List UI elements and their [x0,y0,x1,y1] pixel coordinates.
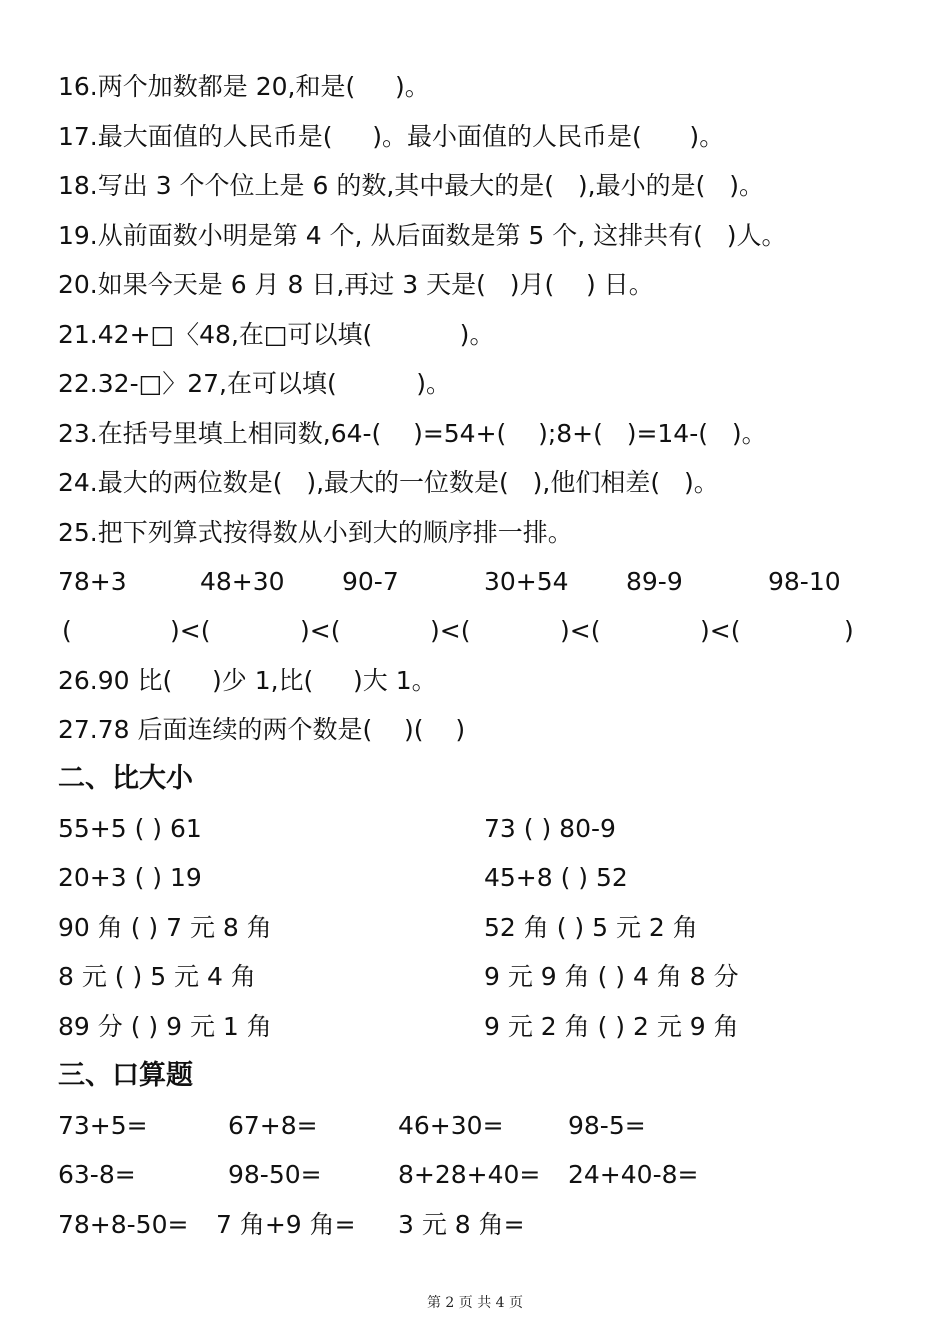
mental-math-item: 98-50= [228,1160,322,1189]
expression-item: 89-9 [626,567,683,596]
mental-math-item: 73+5= [58,1111,148,1140]
question-24: 24.最大的两位数是( ),最大的一位数是( ),他们相差( )。 [58,468,719,497]
question-20: 20.如果今天是 6 月 8 日,再过 3 天是( )月( ) 日。 [58,270,654,299]
mental-math-item: 24+40-8= [568,1160,699,1189]
question-17: 17.最大面值的人民币是( )。最小面值的人民币是( )。 [58,122,725,151]
mental-math-item: 46+30= [398,1111,504,1140]
question-25: 25.把下列算式按得数从小到大的顺序排一排。 [58,518,573,547]
section-heading-mental-math: 三、口算题 [58,1060,193,1091]
mental-math-item: 98-5= [568,1111,646,1140]
order-blank: )<( [170,616,211,645]
order-blank: )<( [700,616,741,645]
compare-item: 9 元 2 角 ( ) 2 元 9 角 [484,1012,739,1041]
question-18: 18.写出 3 个个位上是 6 的数,其中最大的是( ),最小的是( )。 [58,171,764,200]
question-27: 27.78 后面连续的两个数是( )( ) [58,715,466,744]
mental-math-item: 78+8-50= [58,1210,189,1239]
question-26: 26.90 比( )少 1,比( )大 1。 [58,666,437,695]
order-blank: )<( [430,616,471,645]
question-21: 21.42+□〈48,在□可以填( )。 [58,320,495,349]
compare-item: 52 角 ( ) 5 元 2 角 [484,913,698,942]
page-number: 第 2 页 共 4 页 [426,1295,524,1311]
mental-math-item: 67+8= [228,1111,318,1140]
order-blank: )<( [560,616,601,645]
mental-math-item: 63-8= [58,1160,136,1189]
expression-item: 90-7 [342,567,399,596]
expression-item: 30+54 [484,567,569,596]
compare-item: 55+5 ( ) 61 [58,814,202,843]
compare-item: 90 角 ( ) 7 元 8 角 [58,913,272,942]
compare-item: 9 元 9 角 ( ) 4 角 8 分 [484,962,739,991]
mental-math-item: 3 元 8 角= [398,1210,525,1239]
expression-item: 78+3 [58,567,127,596]
expression-item: 98-10 [768,567,841,596]
mental-math-item: 7 角+9 角= [216,1210,356,1239]
question-23: 23.在括号里填上相同数,64-( )=54+( );8+( )=14-( )。 [58,419,767,448]
question-16: 16.两个加数都是 20,和是( )。 [58,72,430,101]
order-blank: ( [62,616,72,645]
question-22: 22.32-□〉27,在可以填( )。 [58,369,451,398]
expression-item: 48+30 [200,567,285,596]
order-blank: ) [844,616,854,645]
section-heading-compare: 二、比大小 [58,763,193,794]
compare-item: 45+8 ( ) 52 [484,863,628,892]
compare-item: 8 元 ( ) 5 元 4 角 [58,962,256,991]
question-19: 19.从前面数小明是第 4 个, 从后面数是第 5 个, 这排共有( )人。 [58,221,787,250]
compare-item: 20+3 ( ) 19 [58,863,202,892]
mental-math-item: 8+28+40= [398,1160,541,1189]
compare-item: 89 分 ( ) 9 元 1 角 [58,1012,272,1041]
order-blank: )<( [300,616,341,645]
compare-item: 73 ( ) 80-9 [484,814,616,843]
